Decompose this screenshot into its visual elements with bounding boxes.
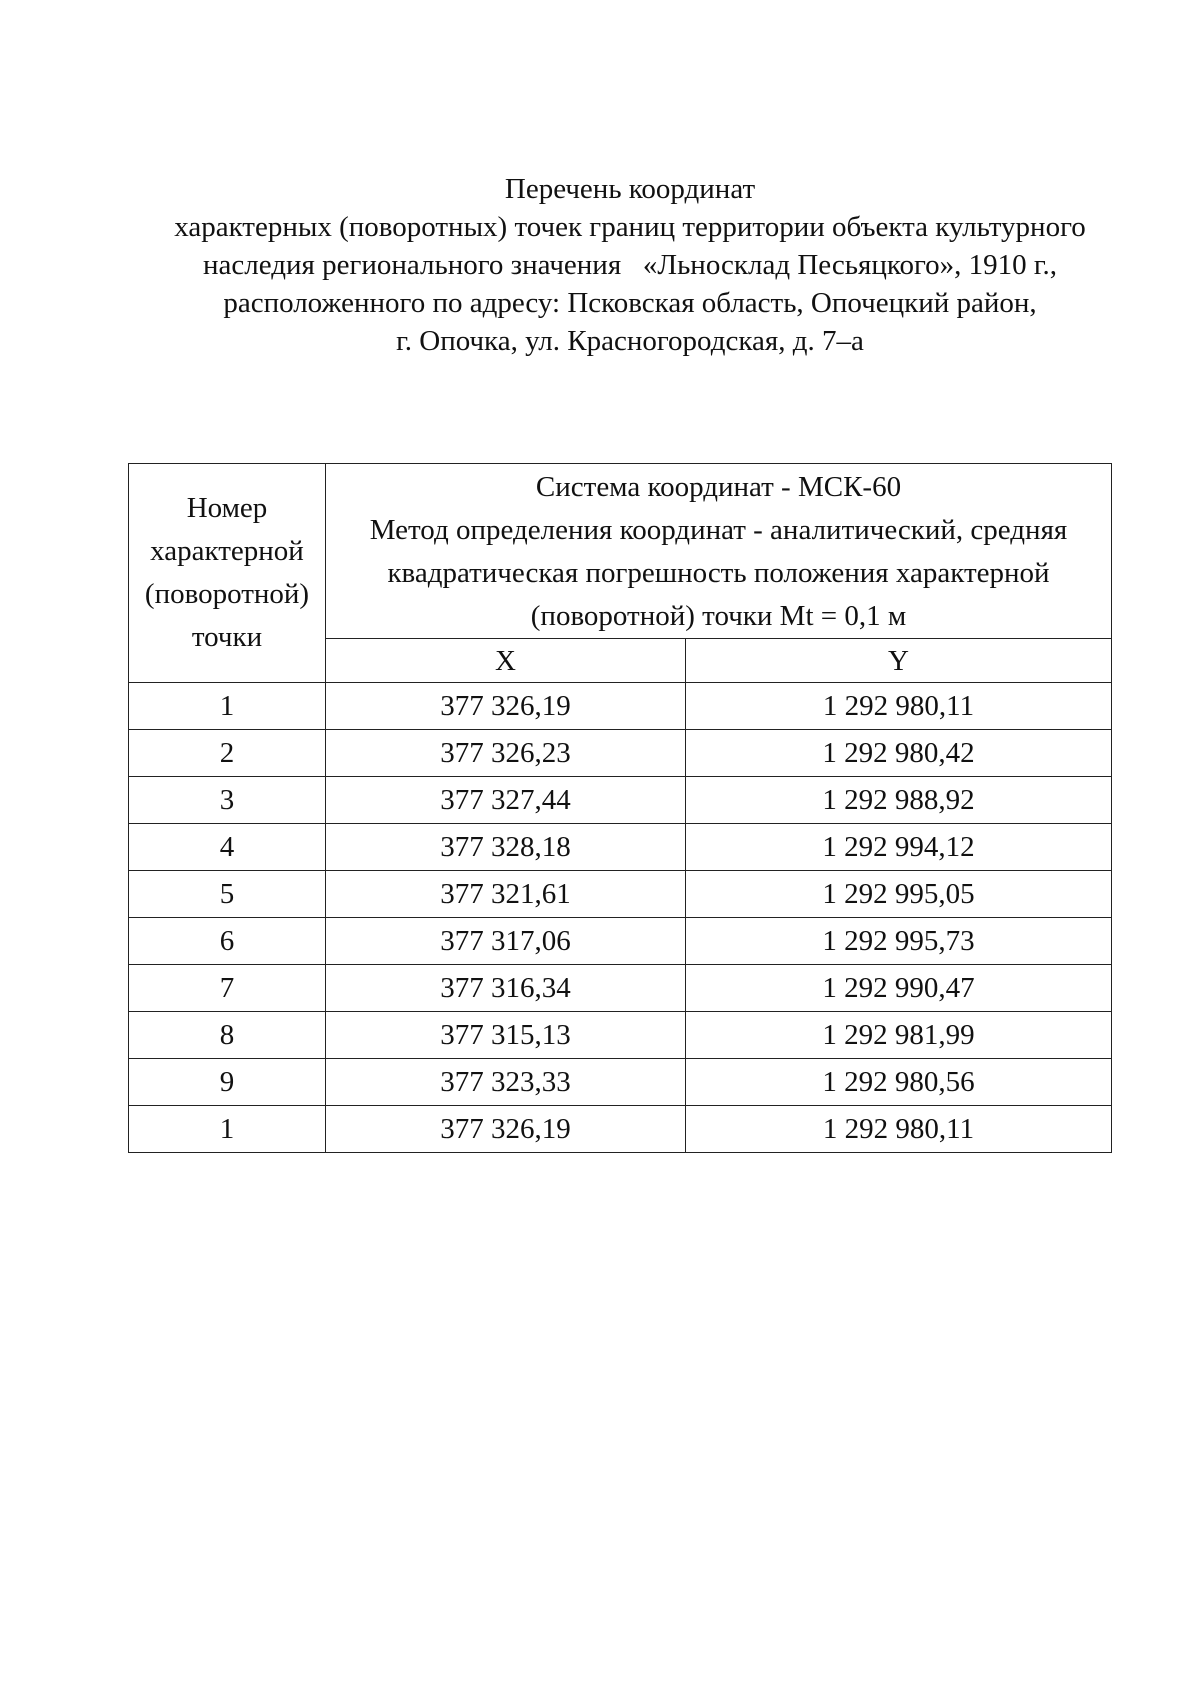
title-line-5: г. Опочка, ул. Красногородская, д. 7–а	[396, 325, 864, 357]
y-coordinate-cell: 1 292 988,92	[686, 777, 1112, 824]
y-coordinate-cell: 1 292 990,47	[686, 965, 1112, 1012]
point-number-cell: 3	[129, 777, 326, 824]
point-number-cell: 6	[129, 918, 326, 965]
x-coordinate-cell: 377 323,33	[326, 1059, 686, 1106]
table-row	[129, 918, 1112, 965]
x-coordinate-cell: 377 321,61	[326, 871, 686, 918]
point-number-cell: 2	[129, 730, 326, 777]
x-coordinate-cell: 377 326,19	[326, 1106, 686, 1153]
table-row	[129, 965, 1112, 1012]
point-number-cell: 8	[129, 1012, 326, 1059]
x-coordinate-cell: 377 328,18	[326, 824, 686, 871]
document-title	[100, 170, 1160, 360]
point-number-header-line: (поворотной)	[144, 578, 310, 610]
x-coordinate-cell: 377 327,44	[326, 777, 686, 824]
x-coordinate-cell: 377 316,34	[326, 965, 686, 1012]
point-number-header	[129, 464, 326, 683]
coordinate-system-header	[326, 464, 1112, 639]
y-coordinate-cell: 1 292 994,12	[686, 824, 1112, 871]
x-coordinate-cell: 377 315,13	[326, 1012, 686, 1059]
coordinate-system-line: квадратическая погрешность положения характерной	[387, 557, 1050, 589]
coordinate-system-line: Метод определения координат - аналитический, средняя	[369, 514, 1068, 546]
x-coordinate-cell: 377 326,19	[326, 683, 686, 730]
table-row	[129, 871, 1112, 918]
y-coordinate-cell: 1 292 981,99	[686, 1012, 1112, 1059]
point-number-cell: 4	[129, 824, 326, 871]
point-number-cell: 1	[129, 683, 326, 730]
point-number-header-line: Номер	[186, 492, 268, 524]
point-number-cell: 7	[129, 965, 326, 1012]
title-line-2: характерных (поворотных) точек границ территории объекта культурного	[174, 211, 1086, 243]
coordinate-system-line: Система координат - МСК-60	[535, 471, 902, 503]
point-number-header-line: точки	[191, 621, 263, 653]
y-coordinate-cell: 1 292 980,42	[686, 730, 1112, 777]
point-number-cell: 1	[129, 1106, 326, 1153]
table-row	[129, 777, 1112, 824]
point-number-cell: 5	[129, 871, 326, 918]
point-number-header-line: характерной	[150, 535, 304, 567]
title-line-3: наследия регионального значения «Льносклад Песьяцкого», 1910 г.,	[202, 249, 1058, 281]
title-line-1: Перечень координат	[504, 173, 756, 205]
table-row	[129, 1012, 1112, 1059]
x-coordinate-cell: 377 317,06	[326, 918, 686, 965]
point-number-cell: 9	[129, 1059, 326, 1106]
coordinates-table-container	[128, 463, 1112, 1153]
table-row	[129, 683, 1112, 730]
y-coordinate-cell: 1 292 980,56	[686, 1059, 1112, 1106]
table-body	[129, 683, 1112, 1153]
table-row	[129, 730, 1112, 777]
x-column-header: X	[326, 639, 686, 683]
coordinate-system-line: (поворотной) точки Mt = 0,1 м	[530, 600, 907, 632]
y-coordinate-cell: 1 292 980,11	[686, 1106, 1112, 1153]
y-coordinate-cell: 1 292 995,05	[686, 871, 1112, 918]
table-row	[129, 824, 1112, 871]
title-line-4: расположенного по адресу: Псковская область, Опочецкий район,	[223, 287, 1037, 319]
table-row	[129, 1059, 1112, 1106]
x-coordinate-cell: 377 326,23	[326, 730, 686, 777]
coordinates-table	[128, 463, 1112, 1153]
table-row	[129, 1106, 1112, 1153]
y-column-header: Y	[686, 639, 1112, 683]
y-coordinate-cell: 1 292 980,11	[686, 683, 1112, 730]
y-coordinate-cell: 1 292 995,73	[686, 918, 1112, 965]
